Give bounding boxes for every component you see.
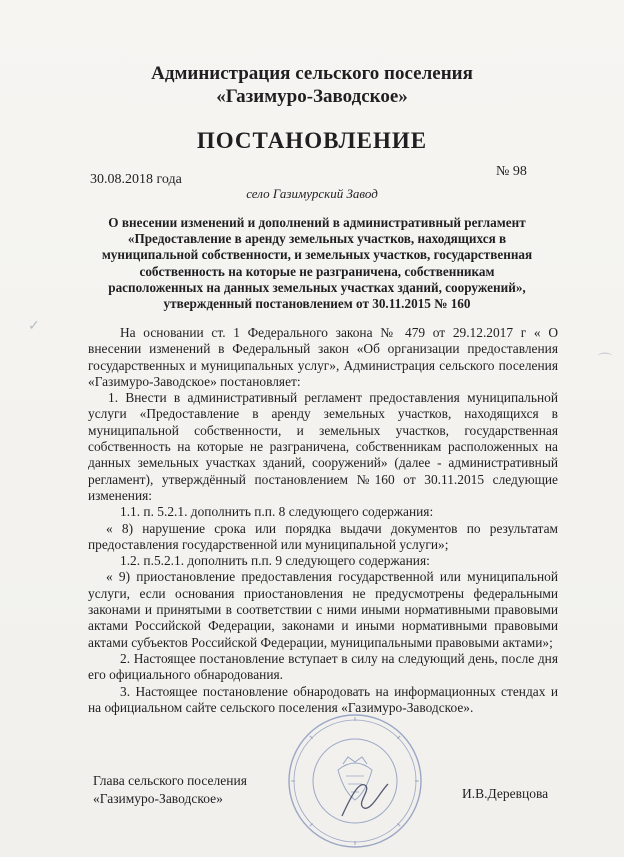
signature-settlement-line: «Газимуро-Заводское» (93, 791, 223, 806)
preamble-paragraph: На основании ст. 1 Федерального закона № 479 от 29.12.2017 г « О внесении изменений в Федеральный закон «Об организации предоставления государственных и муниципальных услуг», Администрация сельского поселения «Газимуро-Заводское» постановляет: (88, 325, 558, 389)
scan-mark-icon: ⌒ (598, 354, 612, 369)
document-date: 30.08.2018 года (90, 172, 182, 187)
signature-position (93, 772, 247, 808)
item-3-paragraph: 3. Настоящее постановление обнародовать на информационных стендах и на официальном сайте сельского поселения «Газимуро-Заводское». (88, 683, 558, 715)
organization-header (0, 62, 624, 108)
signature-position-line: Глава сельского поселения (93, 773, 247, 788)
official-seal-stamp (286, 712, 424, 850)
organization-name: Администрация сельского поселения (151, 63, 473, 84)
document-body (88, 325, 558, 716)
signatory-name: И.В.Деревцова (462, 786, 549, 801)
item-1-1-text: « 8) нарушение срока или порядка выдачи документов по результатам предоставления государственной или муниципальной услуги»; (88, 520, 558, 552)
document-type-title: ПОСТАНОВЛЕНИЕ (196, 128, 428, 153)
item-2-paragraph: 2. Настоящее постановление вступает в силу на следующий день, после дня его официального обнародования. (88, 650, 558, 683)
item-1-paragraph: 1. Внести в административный регламент предоставления муниципальной услуги «Предоставление в аренду земельных участков, находящихся в муниципальной собственности, и земельных участков, государственная собственность на которые не разграничена, собственникам расположенных на данных земельных участках зданий, сооружений» (далее - административный регламент), утверждённый постановлением №160 от 30.11.2015 следующие изменения: (88, 390, 558, 503)
item-1-1-paragraph: 1.1. п. 5.2.1. дополнить п.п. 8 следующего содержания: (120, 504, 434, 520)
document-place: село Газимурский Завод (246, 186, 378, 201)
document-number: № 98 (496, 164, 527, 179)
item-1-2-text: « 9) приостановление предоставления государственной или муниципальной услуги, если основания приостановления не предусмотрены федеральными законами и принятыми в соответствии с ними иными нормативными правовыми актами Российской Федерации, законами и иными нормативными правовыми актами субъектов Российской Федерации, муниципальными правовыми актами»; (88, 569, 558, 650)
document-subject: О внесении изменений и дополнений в административный регламент «Предоставление в аренду земельных участков, находящихся в муниципальной собственности, и земельных участков, государственная собственность на которые не разграничена, собственникам расположенных на данных земельных участках зданий, сооружений», утвержденный постановлением от 30.11.2015 № 160 (101, 215, 533, 312)
item-1-2-paragraph: 1.2. п.5.2.1. дополнить п.п. 9 следующего содержания: (120, 553, 430, 569)
scan-mark-icon: ✓ (28, 319, 40, 334)
settlement-name: «Газимуро-Заводское» (216, 86, 408, 107)
